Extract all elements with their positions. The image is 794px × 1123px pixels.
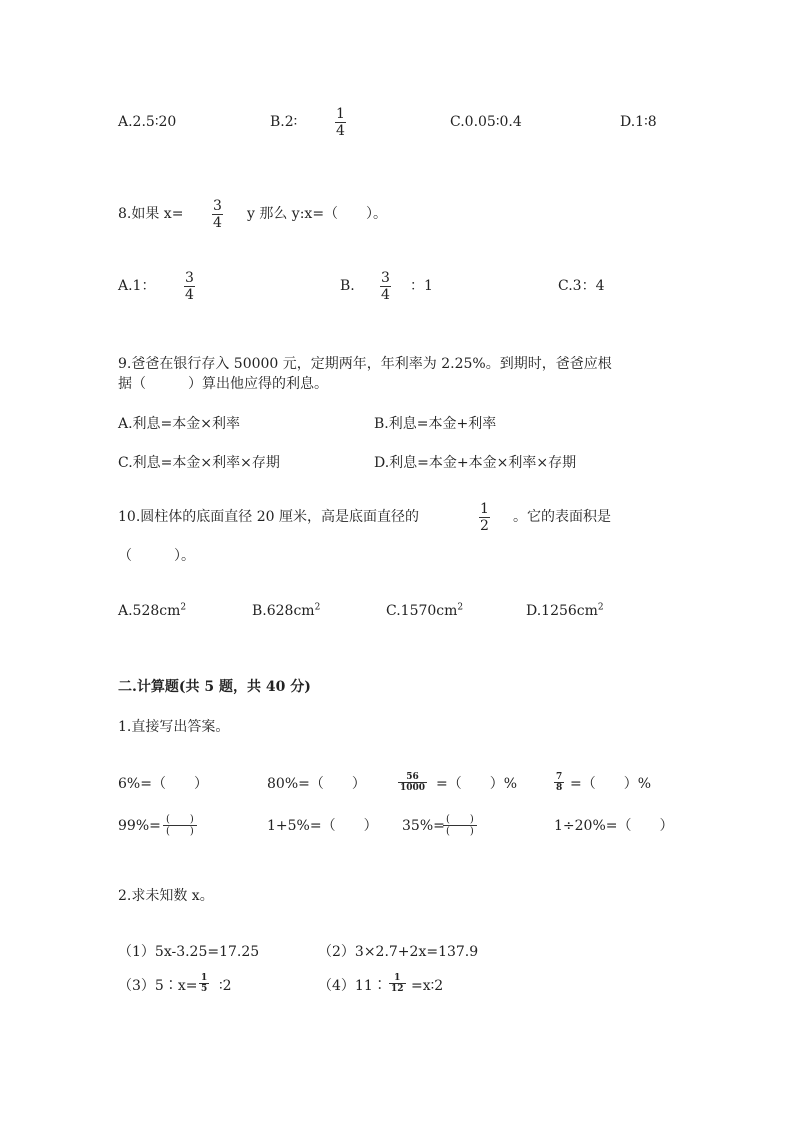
q8-question-prefix: 8.如果 x=: [118, 206, 184, 222]
unit-superscript: 2: [314, 602, 321, 613]
q8-question-fraction: [212, 198, 223, 231]
q7-option-a: A.2.5∶20: [118, 114, 177, 130]
q9-option-a: A.利息=本金×利率: [118, 416, 241, 432]
q10-question-line2: （ ）。: [118, 548, 195, 564]
q7-option-c: C.0.05∶0.4: [450, 114, 522, 130]
fraction-denominator: 4: [213, 215, 222, 231]
calc1-r2c2: 1+5%=（ ）: [267, 818, 378, 834]
calc2-equation-3-suffix: ∶2: [219, 978, 232, 994]
calc1-r1c3-suffix: =（ ）%: [436, 776, 518, 792]
q8-option-b: B.: [340, 278, 355, 294]
fraction-numerator: 1: [480, 501, 489, 517]
calc2-title: 2.求未知数 x。: [118, 888, 214, 904]
unit-superscript: 2: [597, 602, 604, 613]
fraction-denominator: 8: [556, 783, 563, 793]
q7-option-d: D.1∶8: [620, 114, 657, 130]
calc2-equation-2: （2）3×2.7+2x=137.9: [318, 944, 479, 960]
fraction-numerator: ( ): [446, 814, 474, 825]
calc1-title: 1.直接写出答案。: [118, 719, 230, 735]
fraction-numerator: 1: [336, 106, 345, 122]
q7-option-b: B.2∶: [270, 114, 298, 130]
option-text: C.1570cm: [386, 603, 458, 619]
calc1-r2c4: 1÷20%=（ ）: [554, 818, 674, 834]
fraction-denominator: 5: [201, 984, 208, 994]
option-text: D.1256cm: [526, 603, 598, 619]
calc2-equation-1: （1）5x-3.25=17.25: [118, 944, 260, 960]
calc1-r1c4-fraction: [554, 772, 564, 793]
fraction-denominator: 1000: [400, 783, 426, 793]
fraction-numerator: 56: [406, 772, 419, 782]
fraction-denominator: ( ): [163, 825, 197, 837]
calc1-r1c1: 6%=（ ）: [118, 776, 208, 792]
q7-option-b-fraction: [335, 106, 346, 139]
calc1-r1c4-suffix: =（ ）%: [570, 776, 652, 792]
calc1-r2c3-prefix: 35%=: [402, 818, 445, 834]
section-heading: 二.计算题(共 5 题，共 40 分): [118, 679, 311, 695]
option-text: A.528cm: [118, 603, 181, 619]
calc1-r2c1-fraction: [163, 814, 197, 837]
q9-question-line2: 据（ ）算出他应得的利息。: [118, 376, 328, 392]
calc1-r2c3-fraction: [443, 814, 477, 837]
calc1-r1c3-fraction: [398, 772, 427, 793]
calc2-equation-3-prefix: （3）5∶x=: [118, 978, 198, 994]
q10-option-c: [386, 602, 463, 620]
calc2-equation-4-prefix: （4）11∶: [318, 978, 387, 994]
q8-option-c: C.3：4: [558, 278, 605, 294]
q9-option-d: D.利息=本金+本金×利率×存期: [374, 455, 577, 471]
fraction-denominator: 12: [391, 984, 404, 994]
q8-option-b-fraction: [380, 270, 391, 303]
q10-option-a: [118, 602, 186, 620]
calc2-equation-4-suffix: =x∶2: [411, 978, 444, 994]
q9-option-c: C.利息=本金×利率×存期: [118, 455, 280, 471]
q10-question-suffix: 。它的表面积是: [513, 509, 611, 525]
fraction-denominator: 4: [336, 123, 345, 139]
fraction-numerator: 3: [213, 198, 222, 214]
q8-option-a-fraction: [184, 270, 195, 303]
calc2-equation-4-fraction: [389, 973, 406, 994]
fraction-denominator: 4: [381, 287, 390, 303]
q10-option-d: [526, 602, 604, 620]
unit-superscript: 2: [457, 602, 464, 613]
fraction-numerator: 3: [185, 270, 194, 286]
fraction-denominator: 2: [480, 518, 489, 534]
q9-option-b: B.利息=本金+利率: [374, 416, 497, 432]
fraction-denominator: ( ): [443, 825, 477, 837]
q10-option-b: [252, 602, 320, 620]
q10-question-prefix: 10.圆柱体的底面直径 20 厘米，高是底面直径的: [118, 509, 419, 525]
fraction-numerator: 1: [394, 973, 401, 983]
calc2-equation-3-fraction: [199, 973, 209, 994]
fraction-numerator: ( ): [166, 814, 194, 825]
q8-option-a: A.1：: [118, 278, 156, 294]
calc1-r1c2: 80%=（ ）: [267, 776, 366, 792]
calc1-r2c1-prefix: 99%=: [118, 818, 161, 834]
unit-superscript: 2: [180, 602, 187, 613]
q8-option-b-suffix: ：1: [410, 278, 433, 294]
fraction-numerator: 1: [201, 973, 208, 983]
fraction-numerator: 7: [556, 772, 563, 782]
q9-question-line1: 9.爸爸在银行存入 50000 元，定期两年，年利率为 2.25%。到期时，爸爸应根: [118, 356, 612, 372]
q8-question-suffix: y 那么 y:x=（ ）。: [247, 206, 388, 222]
q10-question-fraction: [479, 501, 490, 534]
option-text: B.628cm: [252, 603, 315, 619]
fraction-numerator: 3: [381, 270, 390, 286]
fraction-denominator: 4: [185, 287, 194, 303]
